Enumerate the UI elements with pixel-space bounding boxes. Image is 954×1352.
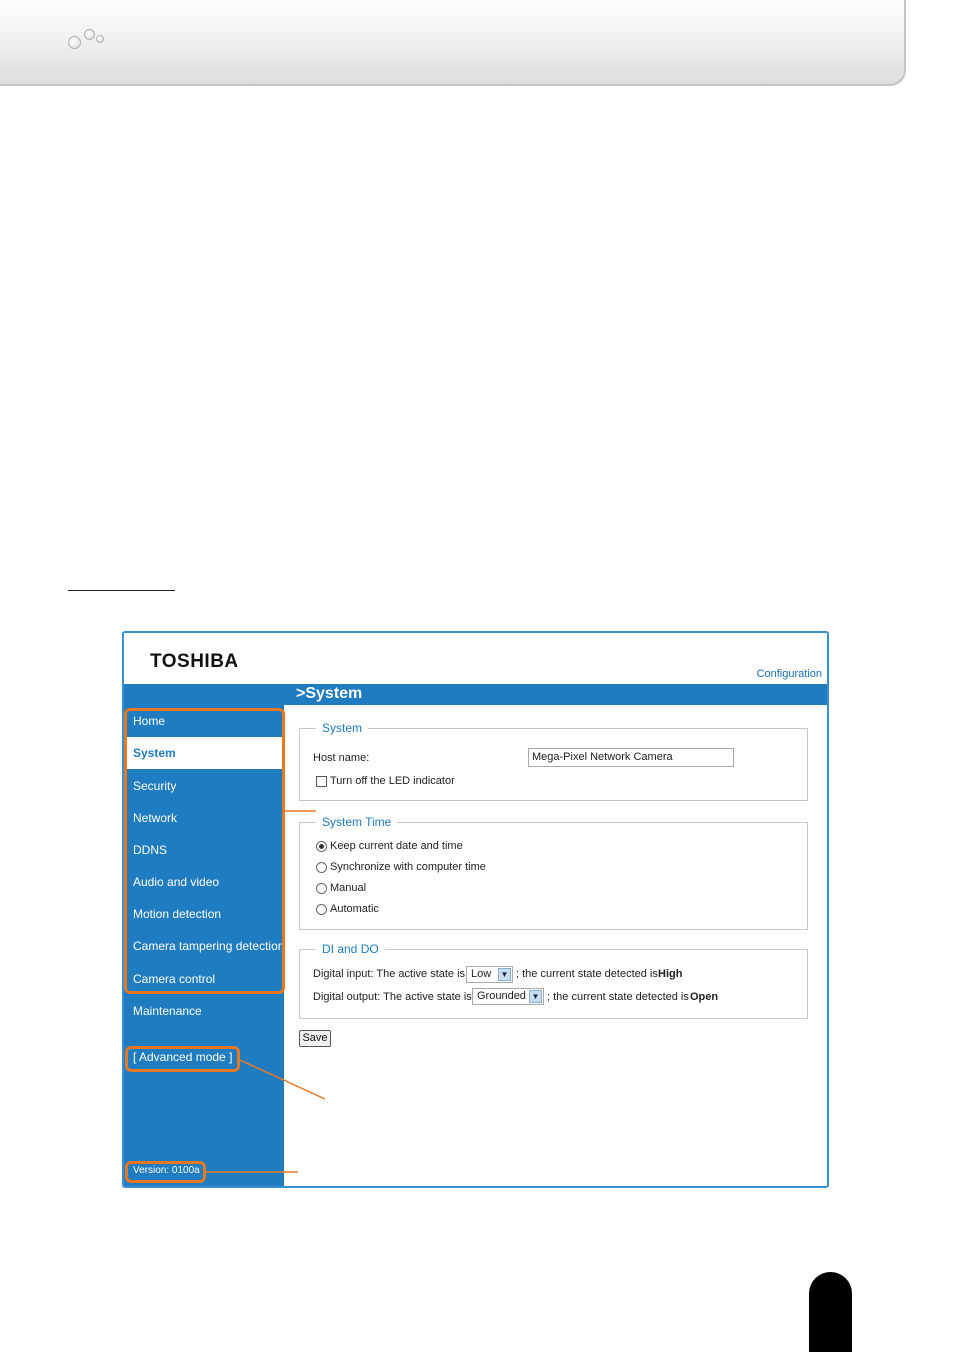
radio-sync-computer[interactable]	[316, 862, 327, 873]
page-edge-tab	[809, 1272, 852, 1352]
system-fieldset	[299, 721, 808, 801]
digital-output-value: Grounded	[477, 990, 526, 1002]
sidebar-item-home[interactable]: Home	[133, 714, 166, 728]
sidebar-item-system[interactable]: System	[124, 737, 284, 769]
radio-manual[interactable]	[316, 883, 327, 894]
version-label: Version: 0100a	[133, 1165, 200, 1176]
page-title: >System	[296, 685, 363, 702]
digital-input-label: Digital input: The active state is	[313, 968, 466, 980]
led-label: Turn off the LED indicator	[330, 775, 455, 787]
radio-keep-time[interactable]	[316, 841, 327, 852]
digital-output-state-label: ; the current state detected is	[547, 991, 689, 1003]
advanced-mode-link[interactable]: [ Advanced mode ]	[133, 1050, 233, 1064]
brand-logo: TOSHIBA	[150, 651, 239, 672]
digital-output-select[interactable]	[472, 988, 544, 1005]
system-time-fieldset	[299, 815, 808, 930]
system-time-legend: System Time	[316, 815, 397, 829]
chevron-down-icon: ▼	[498, 968, 511, 981]
advanced-mode-highlight	[125, 1046, 240, 1072]
sidebar-item-audio-video[interactable]: Audio and video	[133, 875, 220, 889]
page-header-band	[0, 0, 906, 86]
sidebar-item-ddns[interactable]: DDNS	[133, 843, 168, 857]
save-button[interactable]: Save	[299, 1030, 331, 1047]
led-checkbox[interactable]	[316, 776, 327, 787]
sidebar-item-camera-control[interactable]: Camera control	[133, 972, 216, 986]
sidebar-item-security[interactable]: Security	[133, 779, 177, 793]
sidebar-item-maintenance[interactable]: Maintenance	[133, 1004, 202, 1018]
digital-input-state: High	[658, 968, 683, 980]
digital-input-select[interactable]	[466, 966, 513, 983]
configuration-link[interactable]: Configuration	[756, 668, 822, 680]
chevron-down-icon: ▼	[529, 990, 542, 1003]
radio-automatic[interactable]	[316, 904, 327, 915]
menu-highlight-box	[124, 708, 285, 994]
digital-output-label: Digital output: The active state is	[313, 991, 472, 1003]
host-name-input[interactable]: Mega-Pixel Network Camera	[528, 748, 734, 767]
sidebar-item-camera-tampering[interactable]: Camera tampering detection	[133, 939, 285, 953]
digital-input-state-label: ; the current state detected is	[516, 968, 658, 980]
host-name-label: Host name:	[313, 752, 370, 764]
option-sync-computer: Synchronize with computer time	[330, 861, 486, 873]
sidebar-item-motion-detection[interactable]: Motion detection	[133, 907, 222, 921]
di-do-fieldset	[299, 942, 808, 1019]
decorative-dot-icon	[68, 36, 81, 49]
option-keep-time: Keep current date and time	[330, 840, 463, 852]
title-bar	[124, 684, 827, 705]
version-highlight	[125, 1161, 206, 1183]
option-manual: Manual	[330, 882, 367, 894]
di-do-legend: DI and DO	[316, 942, 385, 956]
digital-input-value: Low	[471, 968, 492, 980]
system-legend: System	[316, 721, 368, 735]
option-automatic: Automatic	[330, 903, 379, 915]
section-heading-rule	[68, 590, 175, 591]
decorative-dot-icon	[84, 29, 95, 40]
sidebar-item-network[interactable]: Network	[133, 811, 178, 825]
digital-output-state: Open	[690, 991, 719, 1003]
decorative-dot-icon	[96, 35, 104, 43]
